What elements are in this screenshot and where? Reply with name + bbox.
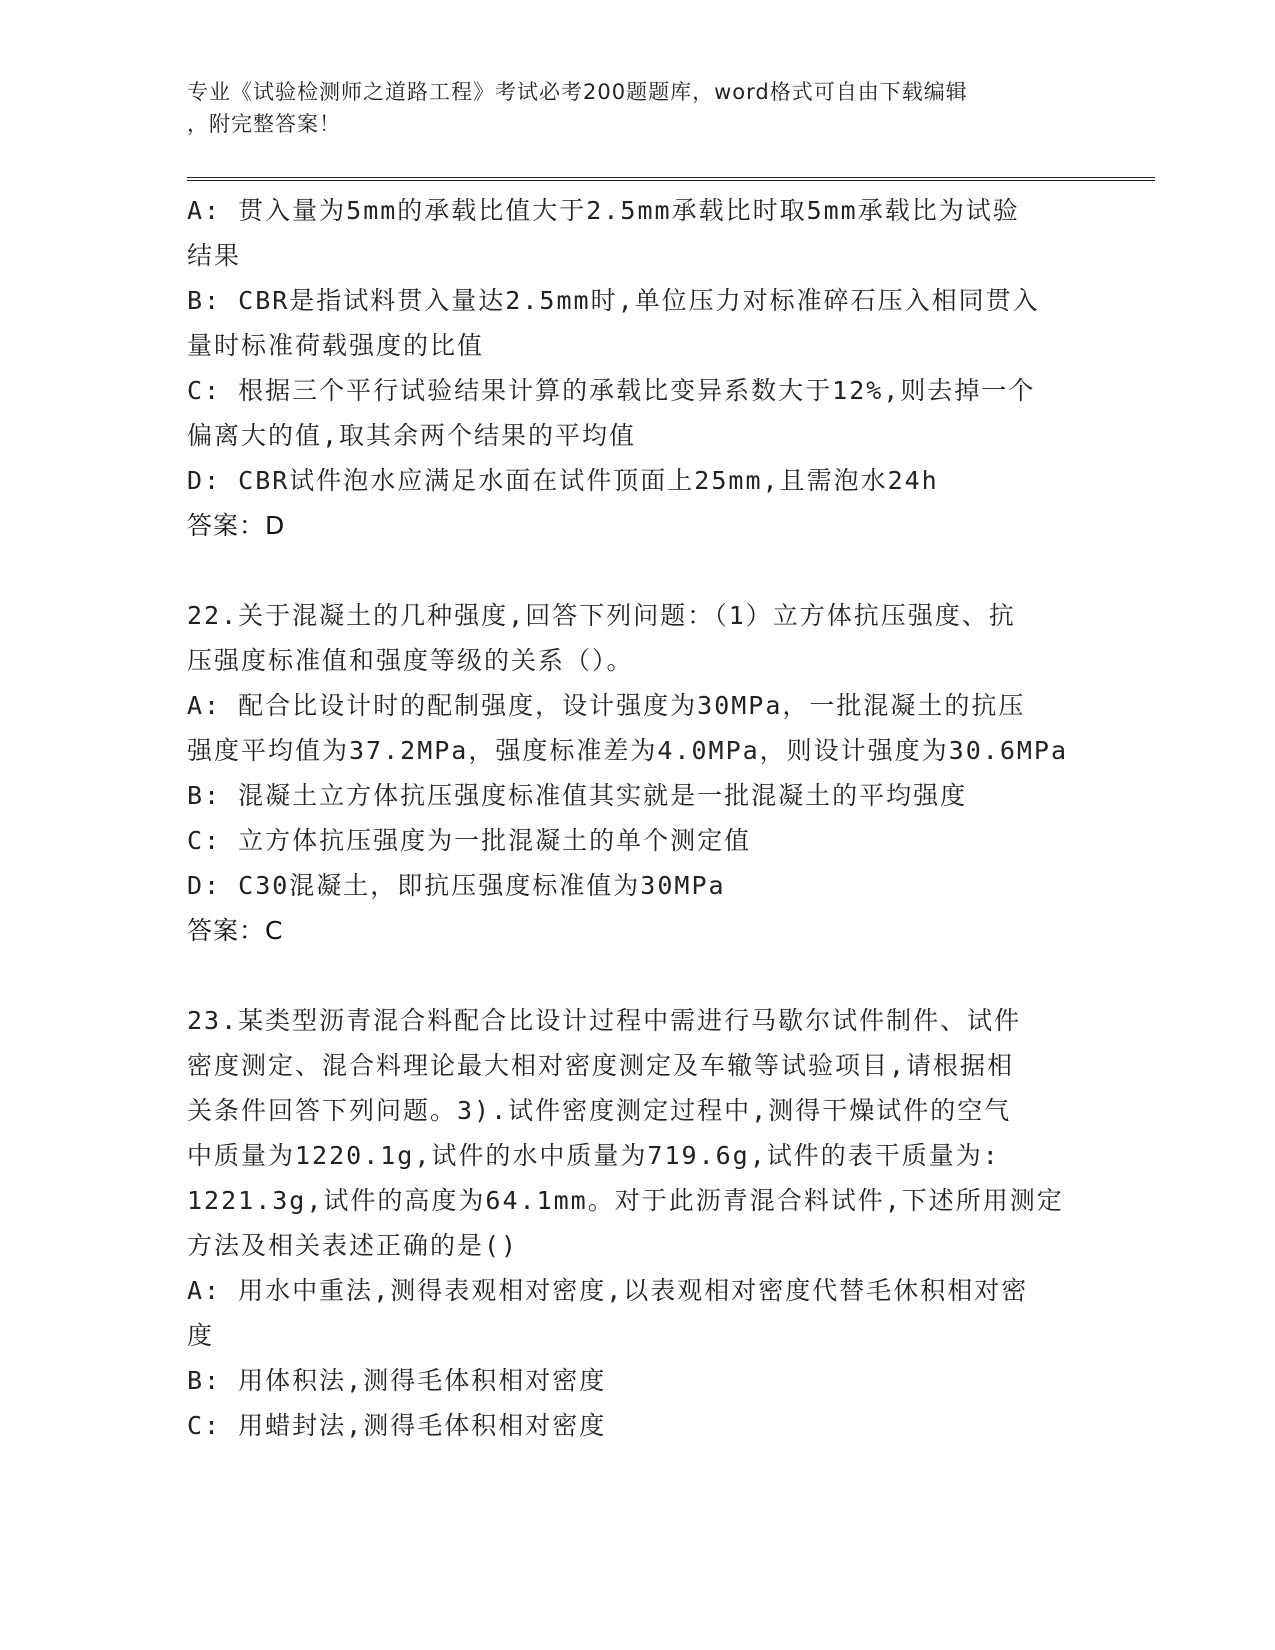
q21-option-b-line-2: 量时标准荷载强度的比值: [187, 331, 485, 360]
q23-option-c-line-1: C: 用蜡封法,测得毛体积相对密度: [187, 1411, 607, 1440]
q23-option-a-line-2: 度: [187, 1321, 215, 1350]
spacer: [187, 953, 1087, 998]
q23-stem-line-4: 中质量为1220.1g,试件的水中质量为719.6g,试件的表干质量为:: [187, 1141, 1000, 1170]
question-23: [187, 998, 1087, 1448]
q22-option-b-line-1: B: 混凝土立方体抗压强度标准值其实就是一批混凝土的平均强度: [187, 781, 968, 810]
q21-option-c-line-2: 偏离大的值,取其余两个结果的平均值: [187, 421, 637, 450]
q22-option-c-line-1: C: 立方体抗压强度为一批混凝土的单个测定值: [187, 826, 752, 855]
spacer: [187, 548, 1087, 593]
q23-stem-line-2: 密度测定、混合料理论最大相对密度测定及车辙等试验项目,请根据相: [187, 1051, 1015, 1080]
q22-stem-line-1: 22.关于混凝土的几种强度,回答下列问题：（1）立方体抗压强度、抗: [187, 601, 1016, 630]
header-line-1: 专业《试验检测师之道路工程》考试必考200题题库，word格式可自由下载编辑: [187, 80, 968, 104]
q22-option-a-line-2: 强度平均值为37.2MPa，强度标准差为4.0MPa，则设计强度为30.6MPa: [187, 736, 1069, 765]
q21-option-b-line-1: B: CBR是指试料贯入量达2.5mm时,单位压力对标准碎石压入相同贯入: [187, 286, 1040, 315]
q23-option-a-line-1: A: 用水中重法,测得表观相对密度,以表观相对密度代替毛休积相对密: [187, 1276, 1029, 1305]
q23-option-b-line-1: B: 用体积法,测得毛体积相对密度: [187, 1366, 607, 1395]
q21-option-a-line-1: A: 贯入量为5mm的承载比值大于2.5mm承载比时取5mm承载比为试验: [187, 196, 1020, 225]
question-21-options: [187, 188, 1087, 503]
document-header: [187, 76, 1067, 140]
q21-option-d-line-1: D: CBR试件泡水应满足水面在试件顶面上25mm,且需泡水24h: [187, 466, 939, 495]
header-line-2: ，附完整答案！: [187, 112, 341, 136]
q21-option-a-line-2: 结果: [187, 241, 242, 270]
q23-stem-line-1: 23.某类型沥青混合料配合比设计过程中需进行马歇尔试件制件、试件: [187, 1006, 1022, 1035]
q22-option-a-line-1: A: 配合比设计时的配制强度，设计强度为30MPa，一批混凝土的抗压: [187, 691, 1026, 720]
q22-answer: 答案：C: [187, 916, 284, 945]
document-content: [187, 188, 1087, 1448]
q22-option-d-line-1: D: C30混凝土，即抗压强度标准值为30MPa: [187, 871, 726, 900]
question-22: [187, 593, 1087, 908]
q23-stem-line-5: 1221.3g,试件的高度为64.1mm。对于此沥青混合料试件,下述所用测定: [187, 1186, 1064, 1215]
q21-answer: 答案：D: [187, 511, 286, 540]
q21-option-c-line-1: C: 根据三个平行试验结果计算的承载比变异系数大于12%,则去掉一个: [187, 376, 1036, 405]
q22-stem-line-2: 压强度标准值和强度等级的关系（）。: [187, 646, 634, 675]
q23-stem-line-3: 关条件回答下列问题。3).试件密度测定过程中,测得干燥试件的空气: [187, 1096, 1012, 1125]
header-divider: [187, 177, 1155, 181]
q23-stem-line-6: 方法及相关表述正确的是(): [187, 1231, 519, 1260]
